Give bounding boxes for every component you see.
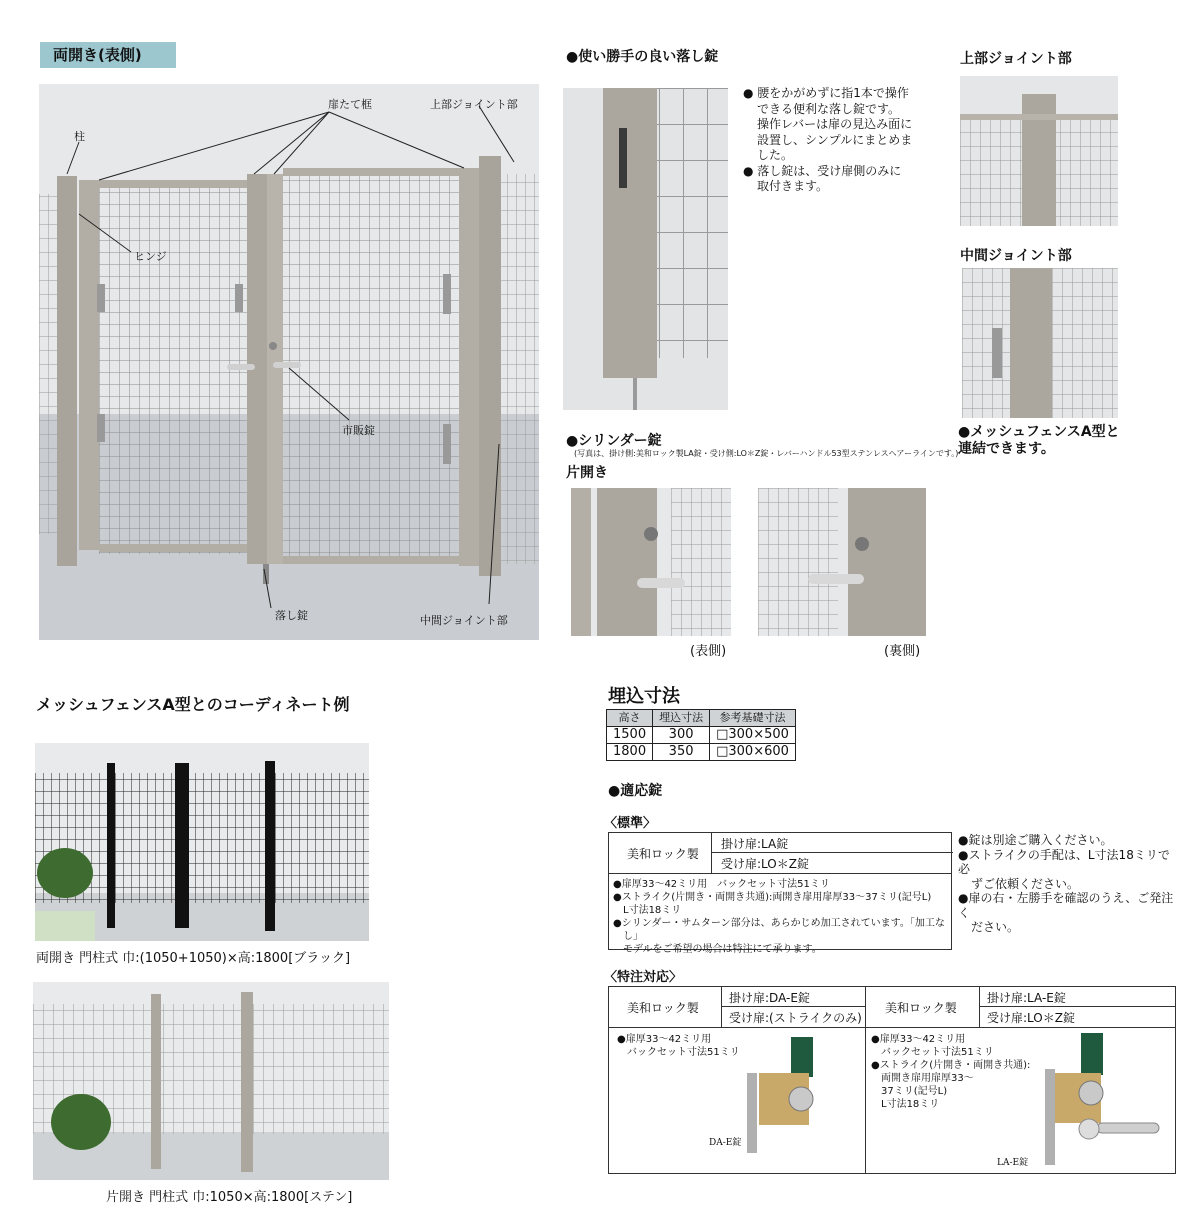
standard-box <box>608 832 952 955</box>
standard-note: モデルをご希望の場合は特注にて承ります。 <box>623 944 822 955</box>
standard-note: ●扉厚33〜42ミリ用 バックセット寸法51ミリ <box>613 879 830 890</box>
embed-cell: □300×600 <box>710 744 796 761</box>
embed-cell: 1500 <box>607 727 653 744</box>
special-right-notes <box>871 1033 1041 1111</box>
special-right-note: バックセット寸法51ミリ <box>881 1047 994 1058</box>
cylinder-title: ●シリンダー錠 <box>566 433 662 449</box>
cylinder-sub: (写真は、掛け側:美和ロック製LA錠・受け側:LO＊Z錠・レバーハンドル53型ステンレスヘアーラインです。) <box>574 449 959 458</box>
drop-lock-bullet: ● 落し錠は、受け扉側のみに取付きます。 <box>743 163 902 193</box>
special-left-maker: 美和ロック製 <box>627 1001 699 1015</box>
joint-note: ●メッシュフェンスA型と連結できます。 <box>958 424 1120 457</box>
drop-lock-photo <box>563 88 728 410</box>
standard-note: L寸法18ミリ <box>623 905 682 916</box>
special-left-recv: 受け扉:(ストライクのみ) <box>729 1011 862 1025</box>
label-mid-joint: 中間ジョイント部 <box>420 614 508 627</box>
side-note: ●ストライクの手配は、L寸法18ミリで必 <box>958 847 1170 876</box>
standard-maker: 美和ロック製 <box>627 847 699 861</box>
cylinder-front-photo <box>571 488 731 636</box>
special-right-note: 両開き扉用扉厚33〜 <box>881 1073 974 1084</box>
embed-row <box>607 727 796 744</box>
coordinate-caption-stainless: 片開き 門柱式 巾:1050×高:1800[ステン] <box>106 1190 353 1205</box>
drop-lock-title: ●使い勝手の良い落し錠 <box>566 49 719 65</box>
mid-joint-photo <box>962 268 1118 418</box>
drop-lock-bullet: ● 腰をかがめずに指1本で操作できる便利な落し錠です。 <box>743 86 909 116</box>
label-post: 柱 <box>74 130 85 143</box>
embed-cell: 300 <box>653 727 710 744</box>
coordinate-caption-black: 両開き 門柱式 巾:(1050+1050)×高:1800[ブラック] <box>36 951 351 966</box>
standard-note: ●シリンダー・サムターン部分は、あらかじめ加工されています。「加工なし」 <box>613 918 945 942</box>
embed-row <box>607 744 796 761</box>
embed-header-row <box>607 710 796 727</box>
label-top-joint: 上部ジョイント部 <box>430 98 518 111</box>
embed-cell: □300×500 <box>710 727 796 744</box>
single-label: 片開き <box>566 465 608 481</box>
embed-cell: 350 <box>653 744 710 761</box>
special-right-note: L寸法18ミリ <box>881 1099 940 1110</box>
special-box <box>608 986 1176 1174</box>
standard-recv: 受け扉:LO＊Z錠 <box>721 857 809 871</box>
coordinate-title: メッシュフェンスA型とのコーディネート例 <box>36 695 350 714</box>
front-caption: (表側) <box>690 644 727 659</box>
embed-header: 高さ <box>607 710 653 727</box>
side-note: ずご依頼ください。 <box>971 876 1080 891</box>
label-hinge: ヒンジ <box>134 250 167 263</box>
embed-header: 埋込寸法 <box>653 710 710 727</box>
label-door-frame: 扉たて框 <box>328 98 372 111</box>
drop-lock-bullets <box>743 86 913 195</box>
da-e-label: DA-E錠 <box>709 1138 742 1148</box>
mid-joint-title: 中間ジョイント部 <box>960 248 1072 264</box>
locks-title: ●適応錠 <box>608 783 663 799</box>
top-joint-title: 上部ジョイント部 <box>960 51 1072 67</box>
standard-notes <box>613 878 951 956</box>
drop-lock-bullet: 操作レバーは扉の見込み面に設置し、シンプルにまとめました。 <box>757 117 913 162</box>
standard-hang: 掛け扉:LA錠 <box>721 837 789 851</box>
side-note: ●錠は別途ご購入ください。 <box>958 833 1113 847</box>
standard-side-notes <box>958 833 1180 935</box>
cylinder-back-photo <box>758 488 926 636</box>
embed-title: 埋込寸法 <box>608 686 680 707</box>
special-right-hang: 掛け扉:LA-E錠 <box>987 991 1066 1005</box>
standard-title: 〈標準〉 <box>604 816 657 831</box>
section-heading: 両開き(表側) <box>40 42 176 68</box>
special-right-maker: 美和ロック製 <box>885 1001 957 1015</box>
da-e-lock-image <box>739 1033 839 1153</box>
la-e-label: LA-E錠 <box>997 1158 1029 1168</box>
special-left-hang: 掛け扉:DA-E錠 <box>729 991 810 1005</box>
top-joint-photo <box>960 76 1118 226</box>
special-right-recv: 受け扉:LO＊Z錠 <box>987 1011 1075 1025</box>
side-note: ださい。 <box>971 920 1020 934</box>
special-left-note: ●扉厚33〜42ミリ用 <box>617 1034 712 1045</box>
side-note: ●扉の右・左勝手を確認のうえ、ご発注く <box>958 891 1174 920</box>
special-right-note: ●扉厚33〜42ミリ用 <box>871 1034 966 1045</box>
coordinate-photo-black <box>35 743 369 941</box>
embed-cell: 1800 <box>607 744 653 761</box>
label-lock: 市販錠 <box>342 424 375 437</box>
special-left-note: バックセット寸法51ミリ <box>627 1047 740 1058</box>
special-title: 〈特注対応〉 <box>604 970 683 985</box>
special-right-note: 37ミリ(記号L) <box>881 1086 948 1097</box>
coordinate-photo-stainless <box>33 982 389 1180</box>
label-drop-bolt: 落し錠 <box>275 609 308 622</box>
special-right-note: ●ストライク(片開き・両開き共通): <box>871 1060 1031 1071</box>
embed-header: 参考基礎寸法 <box>710 710 796 727</box>
standard-note: ●ストライク(片開き・両開き共通):両開き扉用扉厚33〜37ミリ(記号L) <box>613 892 932 903</box>
main-gate-photo <box>39 84 539 640</box>
back-caption: (裏側) <box>884 644 921 659</box>
la-e-lock-image <box>1019 1029 1169 1169</box>
embed-table <box>606 709 796 761</box>
